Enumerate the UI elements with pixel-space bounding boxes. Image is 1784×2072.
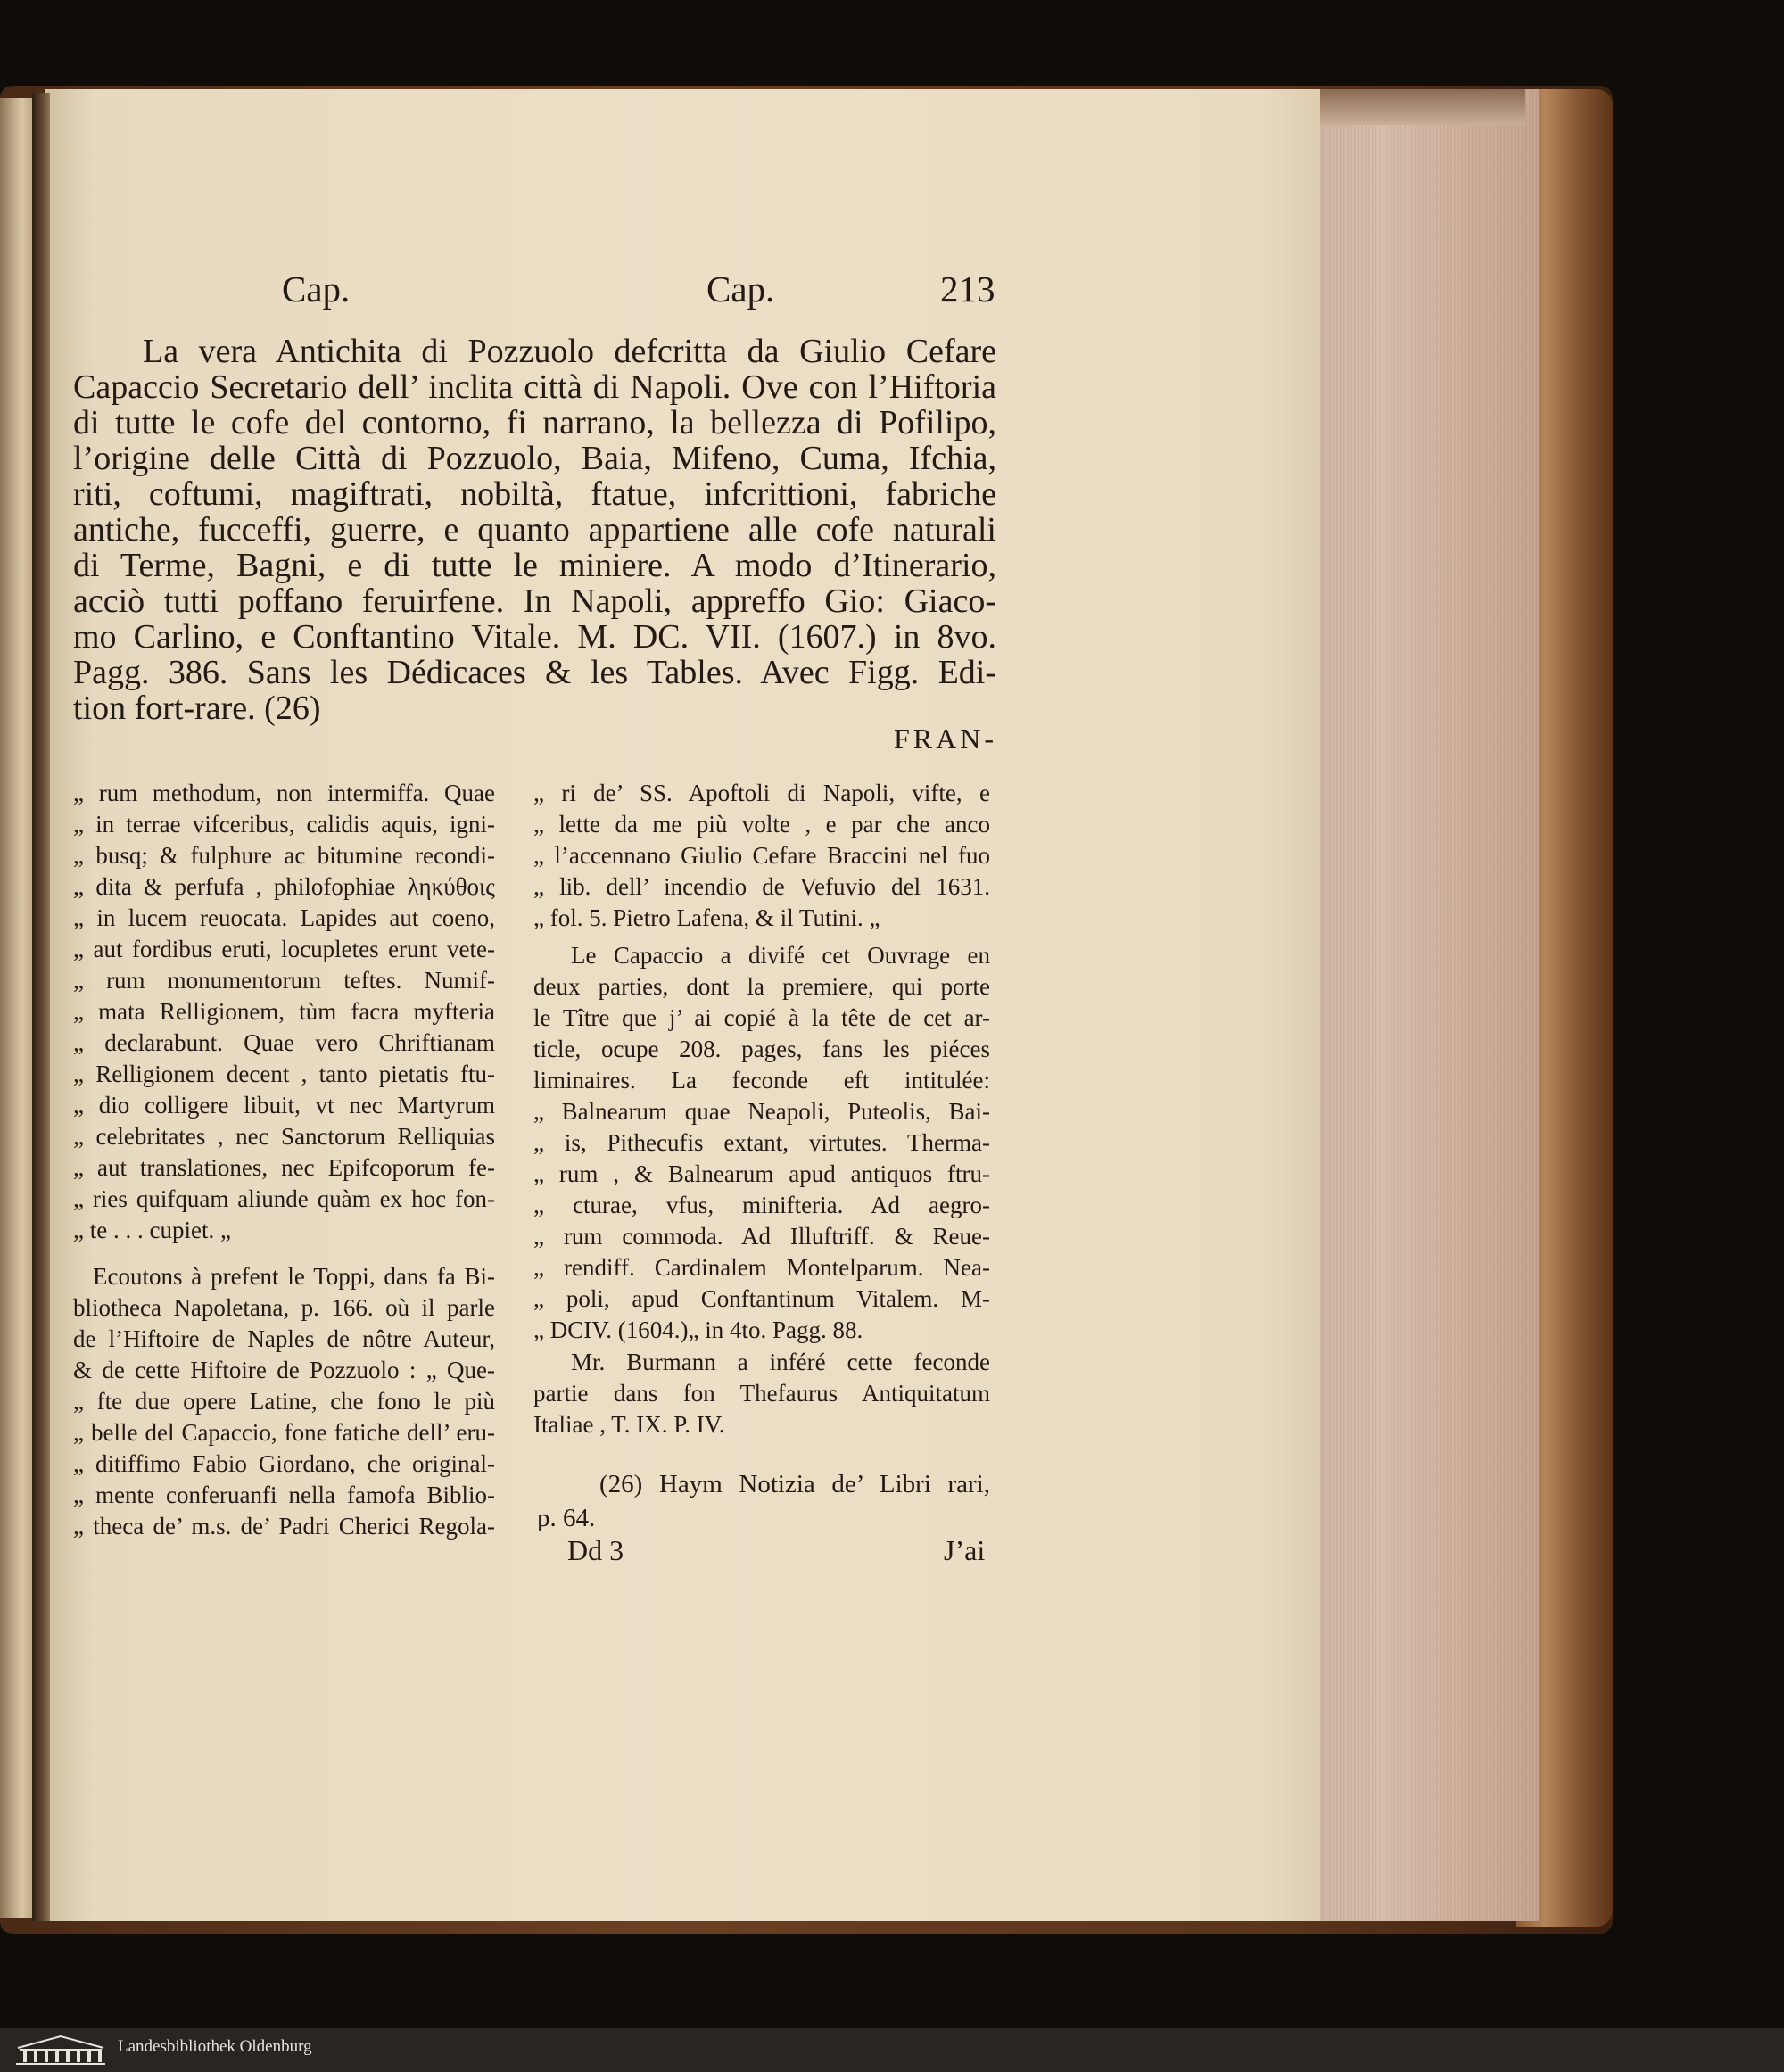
catchword: J’ai	[944, 1534, 986, 1566]
right-line: le Tître que j’ ai copié à la tête de cet ar-	[533, 1004, 990, 1031]
right-line: ticle, ocupe 208. pages, fans les piéces	[533, 1036, 990, 1062]
right-line: Italiae , T. IX. P. IV.	[533, 1411, 725, 1438]
left-line: „ celebritates , nec Sanctorum Relliquias	[73, 1123, 495, 1150]
right-line: „ DCIV. (1604.)„ in 4to. Pagg. 88.	[533, 1317, 863, 1343]
left-line: „ ries quifquam aliunde quàm ex hoc fon-	[73, 1185, 495, 1212]
page-edges-top	[1320, 89, 1525, 125]
left-line: „ busq; & fulphure ac bitumine recondi-	[73, 842, 495, 869]
running-head-center: Cap.	[706, 268, 775, 310]
right-line: Mr. Burmann a inféré cette feconde	[571, 1349, 990, 1375]
right-line: liminaires. La feconde eft intitulée:	[533, 1067, 990, 1094]
left-line: „ rum methodum, non intermiffa. Quae	[73, 780, 495, 806]
catchword-fran: FRAN-	[894, 722, 998, 755]
gutter	[32, 93, 50, 1921]
right-line: „ lib. dell’ incendio de Vefuvio del 1631.	[533, 873, 990, 900]
right-line: deux parties, dont la premiere, qui porte	[533, 973, 990, 1000]
right-line: „ lette da me più volte , e par che anco	[533, 811, 990, 838]
right-line: „ poli, apud Conftantinum Vitalem. M-	[533, 1285, 990, 1312]
right-line: Le Capaccio a divifé cet Ouvrage en	[571, 942, 990, 969]
page-number: 213	[940, 268, 995, 310]
left-line: bliotheca Napoletana, p. 166. où il parle	[73, 1294, 495, 1321]
right-line: „ ri de’ SS. Apoftoli di Napoli, vifte, e	[533, 780, 990, 806]
page-edges	[1311, 89, 1539, 1921]
entry-line: l’origine delle Città di Pozzuolo, Baia, Mifeno, Cuma, Ifchia,	[73, 440, 996, 477]
left-line: „ in terrae vifceribus, calidis aquis, igni-	[73, 811, 495, 838]
entry-line: tion fort-rare. (26)	[73, 689, 321, 727]
left-line: „ ditiffimo Fabio Giordano, che original-	[73, 1450, 495, 1477]
entry-line: La vera Antichita di Pozzuolo defcritta da Giulio Cefare	[143, 333, 996, 370]
left-line: „ Relligionem decent , tanto pietatis ftu-	[73, 1061, 495, 1087]
entry-line: acciò tutti poffano feruirfene. In Napoli, appreffo Gio: Giaco-	[73, 582, 996, 620]
left-line: „ in lucem reuocata. Lapides aut coeno,	[73, 904, 495, 931]
left-line: „ theca de’ m.s. de’ Padri Cherici Regola-	[73, 1513, 495, 1540]
entry-line: di Terme, Bagni, e di tutte le miniere. A modo d’Itinerario,	[73, 547, 996, 584]
right-line: „ l’accennano Giulio Cefare Braccini nel fuo	[533, 842, 990, 869]
entry-line: riti, coftumi, magiftrati, nobiltà, ftatue, infcrittioni, fabriche	[73, 475, 996, 513]
signature-mark: Dd 3	[567, 1534, 624, 1566]
entry-line: antiche, fucceffi, guerre, e quanto appartiene alle cofe naturali	[73, 511, 996, 549]
right-line: „ fol. 5. Pietro Lafena, & il Tutini. „	[533, 904, 880, 931]
right-line: partie dans fon Thefaurus Antiquitatum	[533, 1380, 990, 1407]
footnote-line: p. 64.	[537, 1504, 596, 1532]
right-line: „ rendiff. Cardinalem Montelparum. Nea-	[533, 1254, 990, 1281]
left-line: „ dita & perfufa , philofophiae ληκύθοις	[73, 873, 495, 900]
left-line: Ecoutons à prefent le Toppi, dans fa Bi-	[93, 1263, 495, 1290]
footer-bar	[0, 2028, 1784, 2072]
left-line: „ fte due opere Latine, che fono le più	[73, 1388, 495, 1415]
right-line: „ Balnearum quae Neapoli, Puteolis, Bai-	[533, 1098, 990, 1125]
left-line: „ mente conferuanfi nella famofa Biblio-	[73, 1482, 495, 1508]
library-building-icon	[12, 2034, 109, 2067]
left-line: „ dio colligere libuit, vt nec Martyrum	[73, 1092, 495, 1119]
library-name[interactable]: Landesbibliothek Oldenburg	[118, 2037, 312, 2056]
left-line: „ declarabunt. Quae vero Chriftianam	[73, 1029, 495, 1056]
footnote-line: (26) Haym Notizia de’ Libri rari,	[599, 1470, 990, 1498]
running-head-left: Cap.	[282, 268, 351, 310]
left-line: „ te . . . cupiet. „	[73, 1217, 231, 1243]
entry-line: Capaccio Secretario dell’ inclita città di Napoli. Ove con l’Hiftoria	[73, 368, 996, 406]
left-line: „ aut fordibus eruti, locupletes erunt vete-	[73, 936, 495, 962]
left-line: & de cette Hiftoire de Pozzuolo : „ Que-	[73, 1357, 495, 1383]
right-line: „ rum commoda. Ad Illuftriff. & Reue-	[533, 1223, 990, 1250]
entry-line: Pagg. 386. Sans les Dédicaces & les Tables. Avec Figg. Edi-	[73, 654, 996, 691]
left-line: „ mata Relligionem, tùm facra myfteria	[73, 998, 495, 1025]
left-line: „ belle del Capaccio, fone fatiche dell’ eru-	[73, 1419, 495, 1446]
right-line: „ cturae, vfus, minifteria. Ad aegro-	[533, 1192, 990, 1218]
left-line: „ rum monumentorum teftes. Numif-	[73, 967, 495, 994]
left-page-remnant	[0, 98, 36, 1918]
left-line: „ aut translationes, nec Epifcoporum fe-	[73, 1154, 495, 1181]
right-line: „ is, Pithecufis extant, virtutes. Therma-	[533, 1129, 990, 1156]
left-line: de l’Hiftoire de Naples de nôtre Auteur,	[73, 1325, 495, 1352]
entry-line: di tutte le cofe del contorno, fi narrano, la bellezza di Pofilipo,	[73, 404, 996, 442]
right-line: „ rum , & Balnearum apud antiquos ftru-	[533, 1160, 990, 1187]
entry-line: mo Carlino, e Conftantino Vitale. M. DC. VII. (1607.) in 8vo.	[73, 618, 996, 656]
